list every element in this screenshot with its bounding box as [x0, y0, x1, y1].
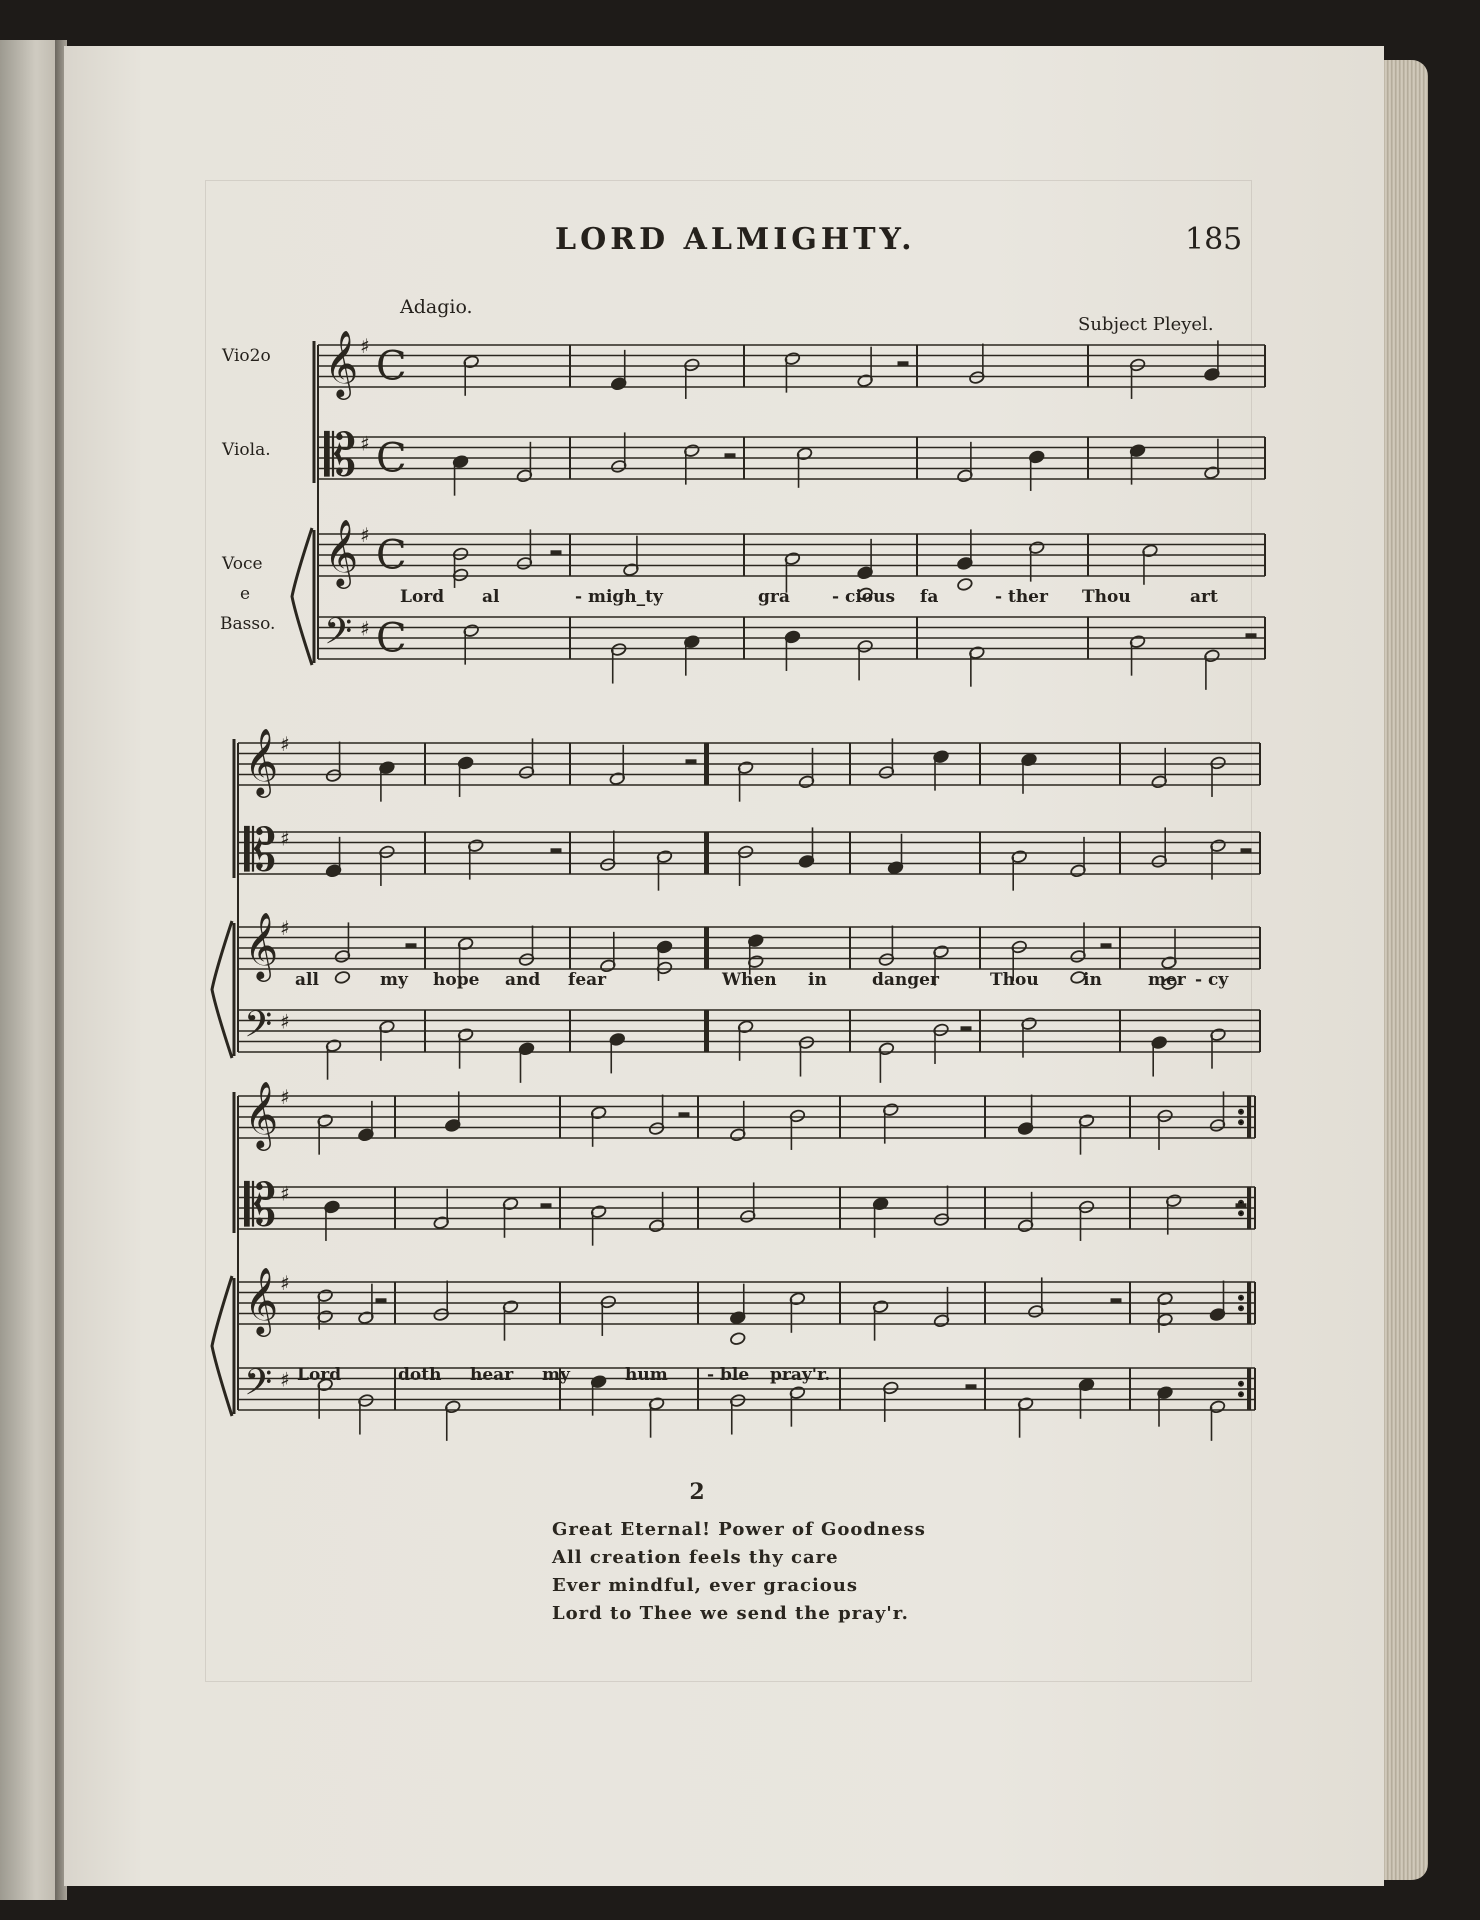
lyric-syllable: doth	[398, 1365, 442, 1385]
time-signature: C	[376, 615, 407, 662]
rest	[1101, 944, 1111, 948]
clef: 𝄡	[324, 420, 357, 489]
clef: 𝄞	[244, 1265, 279, 1334]
note-head	[957, 577, 974, 591]
verse-line: Lord to Thee we send the pray'r.	[552, 1603, 909, 1624]
part-label-voce: Voce	[222, 554, 263, 574]
lyric-syllable: in	[1083, 970, 1102, 990]
rest	[966, 1385, 976, 1389]
lyric-syllable: al	[482, 587, 500, 607]
lyric-syllable: mer	[1148, 970, 1186, 990]
lyric-syllable: danger	[872, 970, 939, 990]
lyric-syllable: fear	[568, 970, 607, 990]
key-signature-sharp: ♯	[280, 1009, 290, 1034]
lyric-syllable: art	[1190, 587, 1218, 607]
lyric-syllable: all	[295, 970, 319, 990]
repeat-dot	[1239, 1120, 1243, 1124]
part-label-violin2: Vio2o	[222, 346, 271, 366]
brace	[292, 528, 312, 665]
part-label-e: e	[240, 584, 251, 604]
barlines	[238, 345, 1265, 1410]
rest	[961, 1027, 971, 1031]
composer-attribution: Subject Pleyel.	[1078, 314, 1214, 335]
lyric-syllable: - cy	[1195, 970, 1229, 990]
time-signature: C	[376, 532, 407, 579]
rest	[406, 944, 416, 948]
lyric-syllable: Thou	[990, 970, 1039, 990]
lyric-syllable: When	[722, 970, 777, 990]
clef: 𝄞	[324, 328, 359, 397]
rest	[679, 1113, 689, 1117]
rest	[1111, 1299, 1121, 1303]
verse-line: Great Eternal! Power of Goodness	[552, 1519, 926, 1540]
repeat-dot	[1239, 1296, 1243, 1300]
rest	[376, 1299, 386, 1303]
lyric-syllable: hear	[470, 1365, 514, 1385]
verse-line: All creation feels thy care	[552, 1547, 839, 1568]
repeat-dot	[1239, 1392, 1243, 1396]
rest	[1236, 1204, 1246, 1208]
repeat-dot	[1239, 1110, 1243, 1114]
lyric-syllable: and	[505, 970, 541, 990]
repeat-dot	[1239, 1211, 1243, 1215]
part-label-basso: Basso.	[220, 614, 276, 634]
repeat-dot	[1239, 1306, 1243, 1310]
lyric-syllable: Lord	[400, 587, 445, 607]
lyric-syllable: hope	[433, 970, 480, 990]
lyric-syllable: - cious	[832, 587, 896, 607]
clef: 𝄢	[244, 1361, 273, 1413]
tempo-marking: Adagio.	[400, 296, 473, 318]
rest	[551, 849, 561, 853]
clef: 𝄞	[244, 910, 279, 979]
verse-line: Ever mindful, ever gracious	[552, 1575, 859, 1596]
lyric-syllable: Thou	[1082, 587, 1131, 607]
lyric-syllable: - migh_ty	[575, 587, 663, 607]
clef: 𝄡	[244, 1170, 277, 1239]
repeat-dot	[1239, 1382, 1243, 1386]
lyric-syllable: hum	[625, 1365, 668, 1385]
clefs	[244, 329, 407, 1413]
key-signature-sharp: ♯	[280, 1367, 290, 1392]
page-number: 185	[1185, 222, 1243, 257]
key-signature-sharp: ♯	[280, 1181, 290, 1206]
note-head	[729, 1332, 746, 1346]
clef: 𝄡	[244, 815, 277, 884]
staff-lines	[238, 345, 1265, 1410]
key-signature-sharp: ♯	[360, 616, 370, 641]
rest	[1241, 849, 1251, 853]
verse-block	[552, 1478, 926, 1628]
lyric-syllable: my	[380, 970, 408, 990]
lyrics	[295, 587, 1229, 1385]
song-title: LORD ALMIGHTY.	[555, 222, 916, 257]
key-signature-sharp: ♯	[280, 1271, 290, 1295]
key-signature-sharp: ♯	[280, 916, 290, 940]
key-signature-sharp: ♯	[360, 523, 370, 547]
lyric-syllable: pray'r.	[770, 1365, 831, 1385]
clef: 𝄢	[244, 1003, 273, 1055]
brace	[212, 1276, 232, 1416]
lyric-syllable: gra	[758, 587, 790, 607]
part-label-viola: Viola.	[222, 440, 271, 460]
rest	[1246, 634, 1256, 638]
rest	[725, 454, 735, 458]
lyric-syllable: my	[542, 1365, 570, 1385]
time-signature: C	[376, 343, 407, 390]
clef: 𝄞	[324, 517, 359, 586]
key-signature-sharp: ♯	[280, 826, 290, 851]
key-signature-sharp: ♯	[360, 334, 370, 358]
brace	[212, 921, 232, 1058]
lyric-syllable: - ther	[995, 587, 1048, 607]
key-signature-sharp: ♯	[280, 1085, 290, 1109]
rest	[686, 760, 696, 764]
notes	[317, 340, 1256, 1440]
rest	[541, 1204, 551, 1208]
rest	[898, 362, 908, 366]
verse-number: 2	[689, 1479, 705, 1505]
lyric-syllable: fa	[920, 587, 939, 607]
key-signature-sharp: ♯	[280, 732, 290, 756]
note-head	[334, 970, 351, 984]
rest	[551, 551, 561, 555]
clef: 𝄢	[324, 610, 353, 662]
lyric-syllable: - ble	[707, 1365, 750, 1385]
key-signature-sharp: ♯	[360, 431, 370, 456]
lyric-syllable: in	[808, 970, 827, 990]
time-signature: C	[376, 435, 407, 482]
clef: 𝄞	[244, 1079, 279, 1148]
lyric-syllable: Lord	[297, 1365, 342, 1385]
clef: 𝄞	[244, 726, 279, 795]
